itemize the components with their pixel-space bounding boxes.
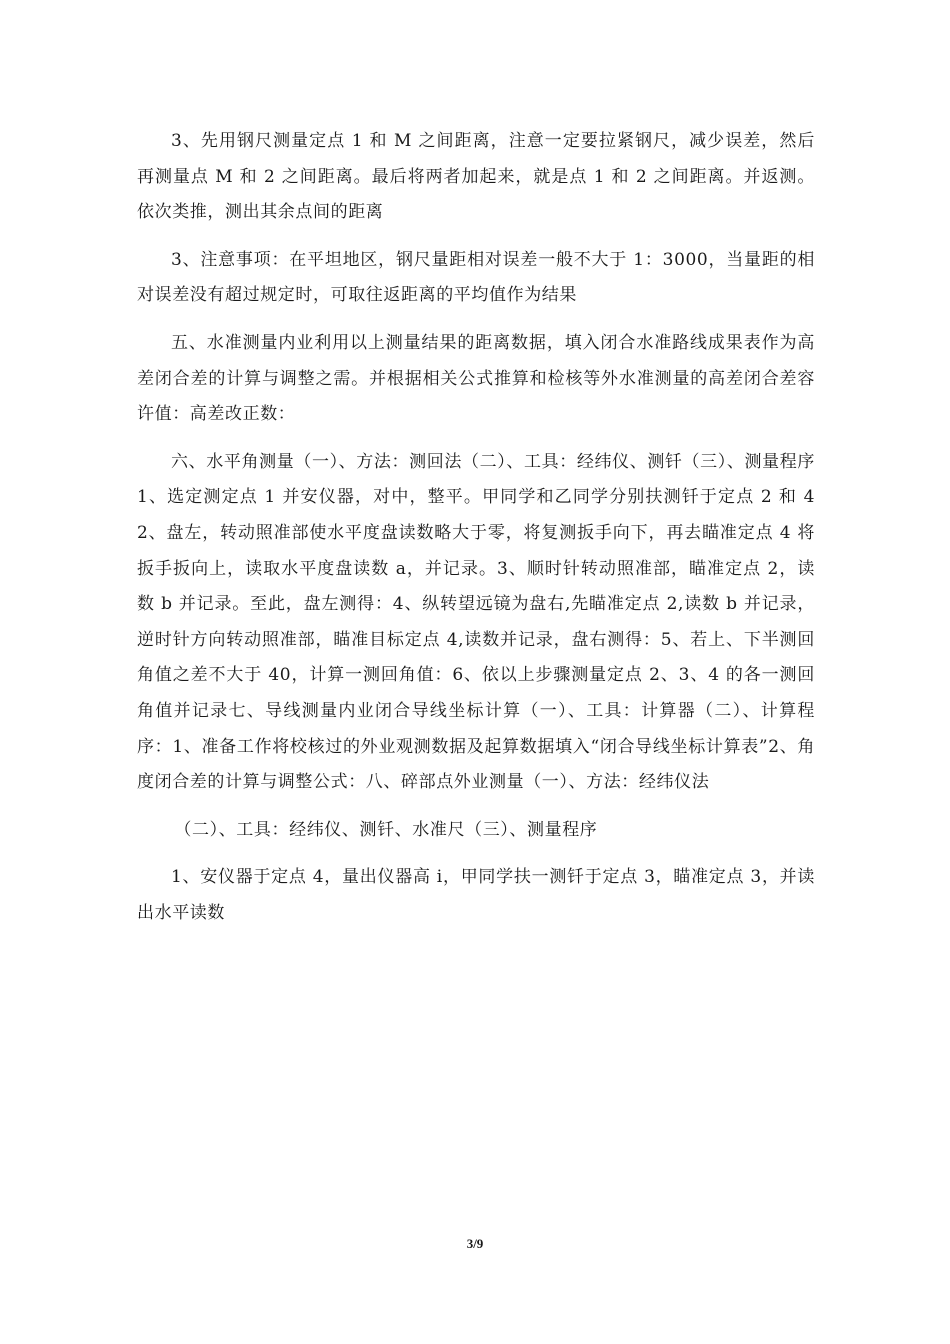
paragraph-horizontal-angle: 六、水平角测量（一）、方法：测回法（二）、工具：经纬仪、测钎（三）、测量程序 1、选定测定点 1 并安仪器，对中，整平。甲同学和乙同学分别扶测钎于定点 2 和 42、盘左，转动照准部使水平度盘读数略大于零，将复测扳手向下，再去瞄准定点 4 将扳手扳向上，读取水平度盘读数 a，并记录。3、顺时针转动照准部，瞄准定点 2，读数 b 并记录。至此，盘左测得：4、纵转望远镜为盘右,先瞄准定点 2,读数 b 并记录，逆时针方向转动照准部，瞄准目标定点 4,读数并记录，盘右测得：5、若上、下半测回角值之差不大于 40，计算一测回角值：6、依以上步骤测量定点 2、3、4 的各一测回角值并记录七、导线测量内业闭合导线坐标计算（一）、工具：计算器（二）、计算程序：1、准备工作将校核过的外业观测数据及起算数据填入“闭合导线坐标计算表”2、角度闭合差的计算与调整公式：八、碎部点外业测量（一）、方法：经纬仪法 <box>137 451 815 793</box>
document-body <box>137 124 815 943</box>
paragraph-precautions: 3、注意事项：在平坦地区，钢尺量距相对误差一般不大于 1：3000，当量距的相对误差没有超过规定时，可取往返距离的平均值作为结果 <box>137 249 815 306</box>
paragraph-distance-measurement: 3、先用钢尺测量定点 1 和 M 之间距离，注意一定要拉紧钢尺，减少误差，然后再测量点 M 和 2 之间距离。最后将两者加起来，就是点 1 和 2 之间距离。并返测。依次类推，测出其余点间的距离 <box>137 131 815 223</box>
page-number: 3/9 <box>466 1236 484 1251</box>
paragraph-setup-instrument: 1、安仪器于定点 4，量出仪器高 i，甲同学扶一测钎于定点 3，瞄准定点 3，并读出水平读数 <box>137 867 815 923</box>
paragraph-tools: （二）、工具：经纬仪、测钎、水准尺（三）、测量程序 <box>174 819 598 840</box>
paragraph-leveling-office-work: 五、水准测量内业利用以上测量结果的距离数据，填入闭合水准路线成果表作为高差闭合差的计算与调整之需。并根据相关公式推算和检核等外水准测量的高差闭合差容许值：高差改正数： <box>137 332 815 425</box>
